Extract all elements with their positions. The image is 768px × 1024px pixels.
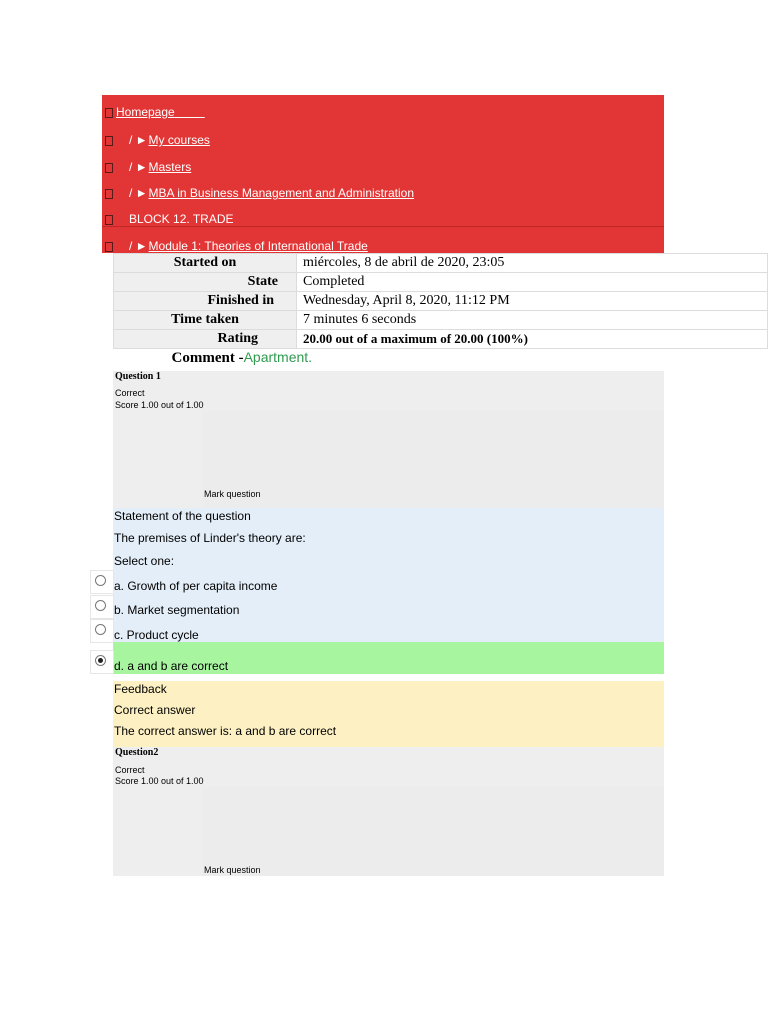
breadcrumb-link[interactable]: MBA in Business Management and Administration [148,186,415,200]
comment-cell [114,349,768,368]
summary-row [114,292,768,311]
breadcrumb-link[interactable]: Homepage [116,105,175,119]
breadcrumb-link[interactable]: My courses [148,133,210,147]
breadcrumb-link[interactable]: Module 1: Theories of International Trade [148,239,368,253]
question-info-inner [203,411,664,508]
summary-row [114,254,768,273]
breadcrumb-text: BLOCK 12. TRADE [129,212,234,226]
feedback-heading: Feedback [114,682,167,696]
question-info [113,747,664,876]
answer-option-d[interactable]: d. a and b are correct [114,659,229,673]
select-prompt: Select one: [114,554,175,568]
summary-value: 7 minutes 6 seconds [297,311,768,330]
feedback-result: Correct answer [114,703,196,717]
breadcrumb-separator: / ► [129,239,148,253]
radio-option-d[interactable] [90,650,114,674]
question-body [113,508,664,642]
breadcrumb-separator: / ► [129,133,148,147]
answer-option-c[interactable]: c. Product cycle [114,628,199,642]
feedback-answer: The correct answer is: a and b are correct [114,724,337,738]
summary-row [114,311,768,330]
question-text: The premises of Linder's theory are: [114,531,306,545]
breadcrumb-link[interactable]: Masters [148,160,192,174]
radio-selected-icon [95,655,106,666]
summary-value: 20.00 out of a maximum of 20.00 (100%) [297,330,768,349]
comment-value: Apartment. [243,349,313,365]
breadcrumb [102,95,664,253]
question-title: Question2 [115,747,159,758]
summary-label: Finished in [114,292,297,311]
answer-option-b[interactable]: b. Market segmentation [114,603,240,617]
bullet-icon [105,242,113,252]
bullet-icon [105,108,113,118]
breadcrumb-separator: / ► [129,160,148,174]
question-title: Question 1 [115,371,161,382]
summary-label: State [114,273,297,292]
radio-icon [95,575,106,586]
bullet-icon [105,136,113,146]
question-info-inner [203,787,664,876]
bullet-icon [105,189,113,199]
comment-label: Comment - [171,350,244,366]
feedback-panel [113,681,664,747]
attempt-summary-table [113,253,768,367]
summary-label: Rating [114,330,297,349]
question-state: Correct [115,765,145,775]
summary-value: miércoles, 8 de abril de 2020, 23:05 [297,254,768,273]
answer-option-a[interactable]: a. Growth of per capita income [114,579,278,593]
question-info [113,371,664,508]
summary-row-comment [114,349,768,368]
summary-row [114,330,768,349]
summary-value: Wednesday, April 8, 2020, 11:12 PM [297,292,768,311]
statement-heading: Statement of the question [114,509,251,523]
summary-label: Time taken [114,311,297,330]
radio-option-c[interactable] [90,619,114,643]
radio-icon [95,600,106,611]
question-score: Score 1.00 out of 1.00 [115,776,204,786]
question-state: Correct [115,388,145,398]
summary-row [114,273,768,292]
mark-question-link[interactable]: Mark question [204,489,261,499]
radio-option-a[interactable] [90,570,114,594]
summary-label: Started on [114,254,297,273]
radio-option-b[interactable] [90,595,114,619]
mark-question-link[interactable]: Mark question [204,865,261,875]
summary-value: Completed [297,273,768,292]
breadcrumb-separator: / ► [129,186,148,200]
radio-icon [95,624,106,635]
bullet-icon [105,163,113,173]
answer-option-d-selected[interactable] [113,642,664,674]
bullet-icon [105,215,113,225]
question-score: Score 1.00 out of 1.00 [115,400,204,410]
